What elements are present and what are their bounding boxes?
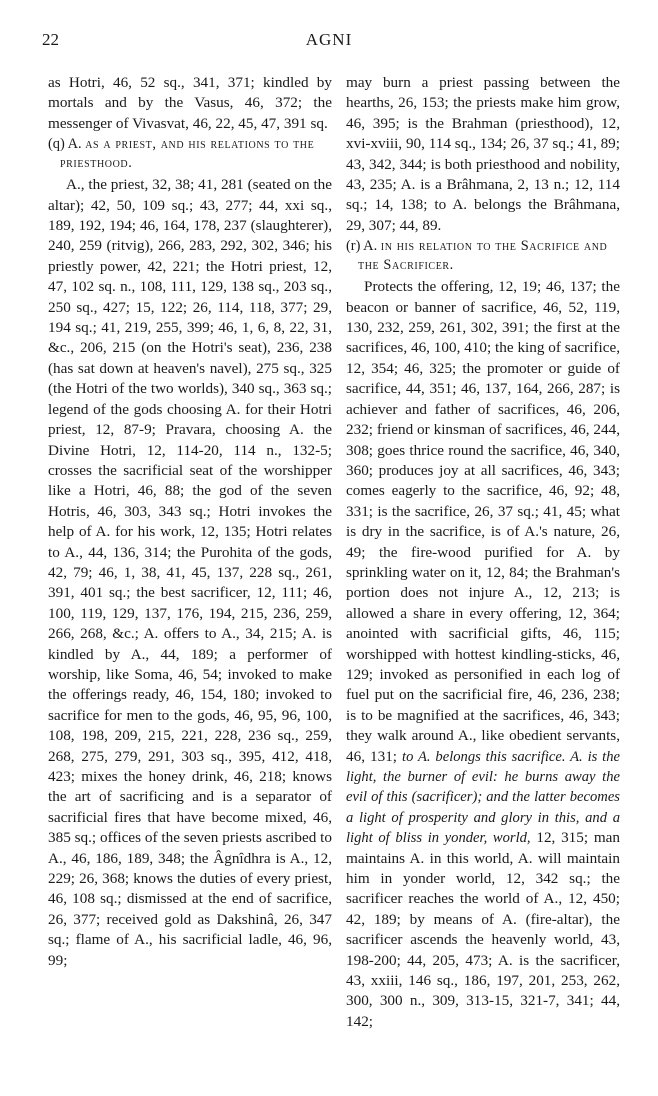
page-number: 22 — [42, 30, 59, 49]
left-column — [48, 73, 332, 971]
section-heading-text: as a priest, and his relations to the priesthood. — [60, 136, 315, 172]
index-entry-priest: A., the priest, 32, 38; 41, 281 (seated on the altar); 42, 50, 109 sq.; 43, 277; 44, xxi sq., 189, 192, 194; 46, 164, 178, 237 (slaughterer), 240, 259 (ritvig), 266, 283, 292, 302, 346; his priestly power, 42, 221; the Hotri priest, 12, 47, 102 sq. n., 108, 111, 129, 138 sq., 203 sq., 250 sq., 427; 15, 122; 26, 114, 118, 377; 29, 194 sq.; 41, 219, 255, 399; 46, 1, 6, 8, 22, 31, &c., 206, 215 (on the Hotri's seat), 236, 238 (has sat down at heaven's navel), 275 sq., 325 (the Hotri of the two worlds), 340 sq., 363 sq.; legend of the gods choosing A. for their Hotri priest, 12, 87-9; Pravara, choosing A. the Divine Hotri, 12, 114-20, 114 n., 132-5; crosses the sacrificial seat of the worshipper like a Hotri, 46, 88; the god of the seven Hotris, 46, 303, 343 sq.; Hotri invokes the help of A. for his work, 12, 135; Hotri relates to A., 44, 136, 314; the Purohita of the gods, 42, 79; 46, 1, 38, 41, 45, 137, 228 sq., 261, 391, 401 sq.; the best sacrificer, 12, 111; 46, 100, 119, 129, 137, 176, 194, 215, 236, 259, 266, 268, &c.; A. offers to A., 34, 215; A. is kindled by A., 44, 189; a performer of worship, like Soma, 46, 54; invoked to make the offerings ready, 46, 154, 180; invoked to sacrifice for men to the gods, 46, 95, 96, 100, 108, 198, 209, 215, 221, 228, 236 sq., 259, 268, 275, 279, 291, 303 sq., 395, 412, 418, 423; mixes the honey drink, 46, 218; knows the art of sacrificing and is a separator of sacrificial fires that have become mixed, 46, 385 sq.; offices of the seven priests ascribed to A., 46, 186, 189, 348; the Âgnîdhra is A., 12, 229; 26, 368; knows the duties of every priest, 46, 108 sq.; dismissed at the end of sacrifice, 26, 377; received gold as Dakshinâ, 26, 347 sq.; flame of A., his sacrificial ladle, 46, 96, 99; — [48, 176, 332, 969]
section-heading-q — [48, 135, 332, 173]
section-heading-text: in his relation to the Sacrifice and the Sacrificer. — [358, 238, 608, 274]
section-marker: (r) A. — [346, 238, 378, 255]
entry-text: Protects the offering, 12, 19; 46, 137; the beacon or banner of sacrifice, 46, 52, 119, 130, 232, 259, 261, 302, 391; the first at the sacrifices, 46, 100, 410; the king of sacrifice, 12, 354; 46, 325; the promoter or guide of sacrifice, 44, 351; 46, 137, 164, 266, 287; is achiever and father of sacrifices, 46, 206, 232; friend or kinsman of sacrifices, 46, 244, 308; goes thrice round the sacrifice, 46, 340, 360; produces joy at all sacrifices, 46, 343; comes eagerly to the sacrifice, 46, 92; 48, 331; is the sacrifice, 26, 37 sq.; 41, 45; what is dry in the sacrifice, is of A.'s nature, 26, 49; the fire-wood purified for A. by sprinkling water on it, 12, 84; the Brahman's portion does not injure A., 12, 213; is allowed a share in every offering, 12, 364; anointed with sacrificial gifts, 46, 115; worshipped with hottest kindling-sticks, 46, 129; invoked as personified in each log of fuel put on the sacrificial fire, 46, 236, 238; is to be magnified at the sacrifices, 46, 343; they walk around A., like obedient servants, 46, 131; — [346, 278, 620, 765]
italic-quotation: to A. belongs this sacrifice. A. is the light, the burner of evil: he burns away the evil of this (sacrificer); and the latter becomes a light of prosperity and glory in this, and a light of bliss in yonder, world, — [346, 748, 620, 847]
right-column — [346, 73, 620, 1032]
index-entry-continuation: as Hotri, 46, 52 sq., 341, 371; kindled by mortals and by the Vasus, 46, 372; the messenger of Vivasvat, 46, 22, 45, 47, 391 sq. — [48, 74, 332, 132]
section-heading-r — [346, 237, 620, 275]
page-header — [0, 14, 658, 54]
index-entry-continuation: may burn a priest passing between the hearths, 26, 153; the priests make him grow, 46, 395; is the Brahman (priesthood), 12, xvi-xviii, 90, 114 sq., 134; 26, 37 sq.; 41, 89; 43, 342, 344; is both priesthood and nobility, 43, 235; A. is a Brâhmana, 2, 13 n.; 12, 114 sq.; 14, 138; to A. belongs the Brâhmana, 29, 307; 44, 89. — [346, 74, 620, 234]
section-marker: (q) A. — [48, 136, 82, 153]
entry-text-end: 12, 315; man maintains A. in this world, A. will maintain him in yonder world, 12, 342 sq.; the sacrificer reaches the world of A., 12, 450; 42, 189; by means of A. (fire-altar), the sacrificer ascends the heavenly world, 43, 198-200; 44, 205, 473; A. is the sacrificer, 43, xxiii, 146 sq., 186, 197, 201, 253, 262, 300, 300 n., 309, 313-15, 321-7, 341; 44, 142; — [346, 829, 621, 1030]
running-title: AGNI — [305, 30, 353, 49]
index-entry-sacrifice — [346, 277, 620, 1032]
